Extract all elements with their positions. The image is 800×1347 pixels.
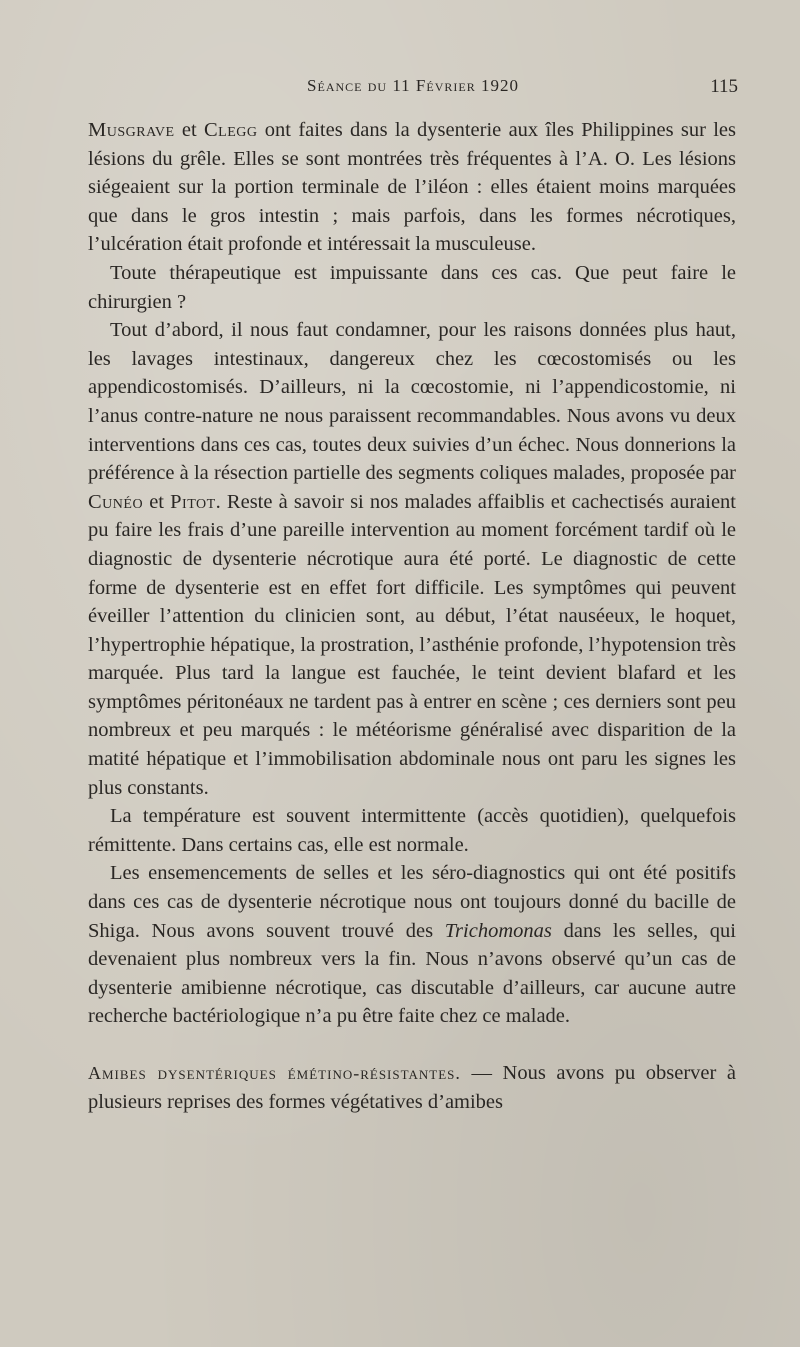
page-number: 115	[710, 76, 738, 97]
paragraph-2	[88, 259, 736, 316]
paragraph-text: Toute thérapeutique est impuissante dans ces cas. Que peut faire le chirurgien ?	[88, 261, 736, 313]
paragraph-text: Nous avons pu observer à plusieurs reprises des formes végétatives d’amibes	[88, 1062, 736, 1113]
running-title: Séance du 11 Février 1920	[307, 76, 519, 95]
running-head	[88, 76, 738, 104]
body-text	[88, 116, 736, 1116]
author-name: Pitot	[170, 490, 216, 513]
paragraph-text: Tout d’abord, il nous faut condamner, pour les raisons données plus haut, les lavages intestinaux, dangereux chez les cœcostomisés ou les appendicostomisés. D’ailleurs, ni la cœcostomie, ni l’appendicostomie, ni l’anus contre-nature ne nous paraissent recommandables. Nous avons vu deux interventions dans ces cas, toutes deux suivies d’un échec. Nous donnerions la préférence à la résection partielle des segments coliques malades, proposée par	[88, 319, 736, 485]
paragraph-3	[88, 316, 736, 802]
section-title: Amibes dysentériques émétino-résistantes.	[88, 1063, 461, 1083]
paragraph-text: La température est souvent intermittente (accès quotidien), quelquefois rémittente. Dans certains cas, elle est normale.	[88, 805, 736, 856]
paragraph-1	[88, 116, 736, 259]
paragraph-6	[88, 1059, 736, 1116]
author-name: Cunéo	[88, 490, 144, 513]
paragraph-text: . Reste à savoir si nos malades affaiblis et cachectisés auraient pu faire les frais d’une pareille intervention au moment forcément tardif où le diagnostic de dysenterie nécrotique aura été porté. Le diagnostic de cette forme de dysenterie est en effet fort difficile. Les symptômes qui peuvent éveiller l’attention du clinicien sont, au début, l’état nauséeux, le hoquet, l’hypertrophie hépatique, la prostration, l’asthénie profonde, l’hypotension très marquée. Plus tard la langue est fauchée, le teint devient blafard et les symptômes péritonéaux ne tardent pas à entrer en scène ; ces derniers sont peu nombreux et peu marqués : le météorisme généralisé avec disparition de la matité hépatique et l’immobilisation abdominale nous ont paru les signes les plus constants.	[88, 490, 737, 799]
paragraph-text: Les ensemencements de selles et les séro-diagnostics qui ont été positifs dans ces cas de dysenterie nécrotique nous ont toujours donné du bacille de Shiga. Nous avons souvent trouvé des	[88, 862, 736, 942]
genus-name: Trichomonas	[444, 919, 552, 942]
paragraph-text: ont faites dans la dysenterie aux îles Philippines sur les lésions du grêle. Elles se sont montrées très fréquentes à l’A. O. Les lésions siégeaient sur la portion terminale de l’iléon : elles étaient moins marquées que dans le gros intestin ; mais parfois, dans les formes nécrotiques, l’ulcération était profonde et intéressait la musculeuse.	[88, 119, 737, 256]
paragraph-4	[88, 802, 736, 859]
paragraph-text: et	[143, 490, 171, 513]
paragraph-text: et	[174, 119, 204, 141]
paragraph-text: dans les selles, qui devenaient plus nombreux vers la fin. Nous n’avons observé qu’un cas de dysenterie amibienne nécrotique, cas discutable d’ailleurs, car aucune autre recherche bactériologique n’a pu être faite chez ce malade.	[88, 919, 736, 1028]
author-name: Clegg	[203, 119, 258, 141]
section-dash: —	[460, 1062, 503, 1084]
author-name: Musgrave	[88, 119, 175, 141]
paragraph-5	[88, 859, 736, 1031]
